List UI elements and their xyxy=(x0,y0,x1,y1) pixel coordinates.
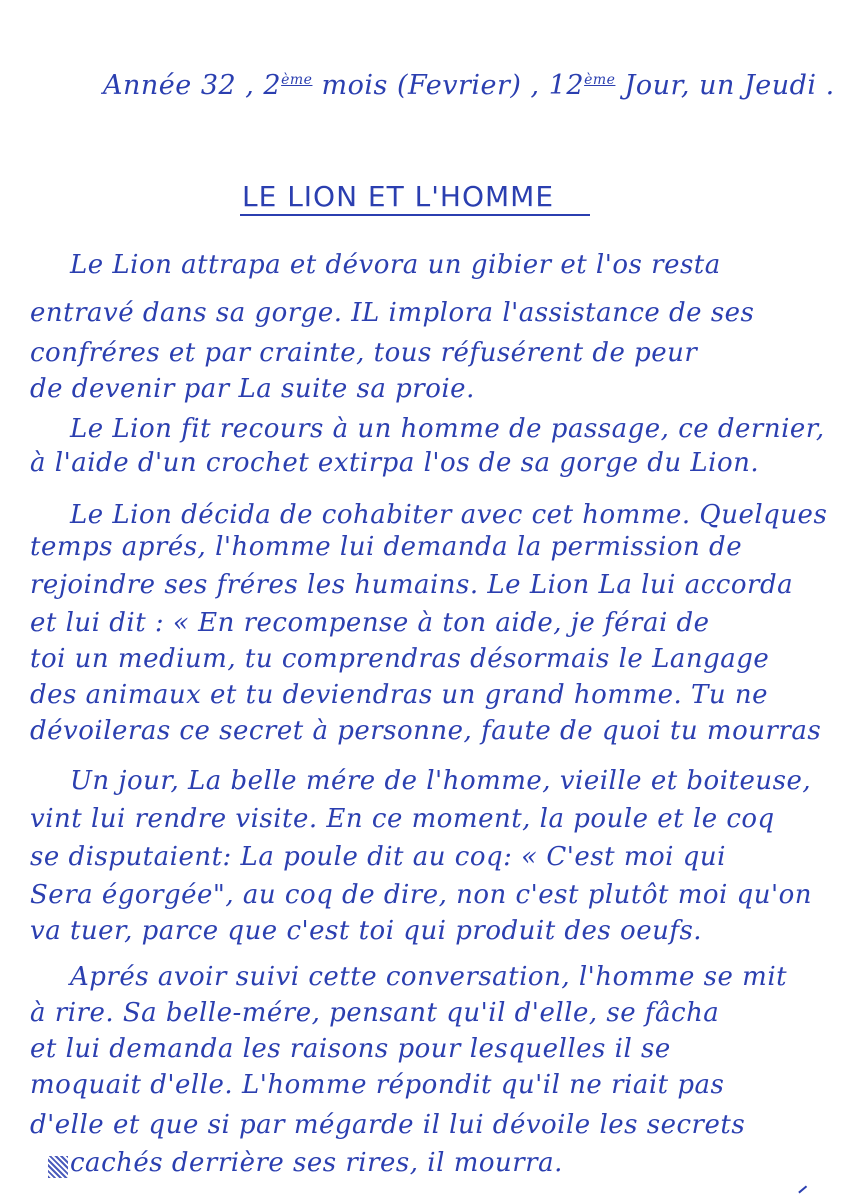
date-text-3: Jour, un Jeudi . xyxy=(615,70,835,101)
text-line: entravé dans sa gorge. IL implora l'assistance de ses xyxy=(30,298,755,328)
text-line: Le Lion décida de cohabiter avec cet homme. Quelques xyxy=(70,500,828,530)
text-line: temps aprés, l'homme lui demanda la permission de xyxy=(30,532,743,562)
text-line: Le Lion fit recours à un homme de passage, ce dernier, xyxy=(70,414,825,444)
date-text-2: mois (Fevrier) , 12 xyxy=(312,70,585,101)
text-line: moquait d'elle. L'homme répondit qu'il ne riait pas xyxy=(30,1070,725,1100)
text-line: de devenir par La suite sa proie. xyxy=(30,374,475,404)
text-line: Sera égorgée", au coq de dire, non c'est plutôt moi qu'on xyxy=(30,880,813,910)
text-line: vint lui rendre visite. En ce moment, la poule et le coq xyxy=(30,804,775,834)
story-title: LE LION ET L'HOMME xyxy=(242,180,555,213)
text-line: rejoindre ses fréres les humains. Le Lion La lui accorda xyxy=(30,570,794,600)
text-line: d'elle et que si par mégarde il lui dévoile les secrets xyxy=(30,1110,746,1140)
text-line: va tuer, parce que c'est toi qui produit des oeufs. xyxy=(30,916,703,946)
text-line: à rire. Sa belle-mére, pensant qu'il d'elle, se fâcha xyxy=(30,998,720,1028)
text-line: à l'aide d'un crochet extirpa l'os de sa gorge du Lion. xyxy=(30,448,760,478)
text-line: dévoileras ce secret à personne, faute de quoi tu mourras xyxy=(30,716,822,746)
date-ordinal-1: ème xyxy=(281,72,313,88)
text-line: Aprés avoir suivi cette conversation, l'homme se mit xyxy=(70,962,788,992)
text-line: Le Lion attrapa et dévora un gibier et l'os resta xyxy=(70,250,721,280)
text-line: se disputaient: La poule dit au coq: « C'est moi qui xyxy=(30,842,726,872)
text-line: Un jour, La belle mére de l'homme, vieille et boiteuse, xyxy=(70,766,812,796)
date-line xyxy=(103,70,835,101)
pen-stroke-mark xyxy=(798,1185,810,1196)
text-line: et lui demanda les raisons pour lesquelles il se xyxy=(30,1034,671,1064)
date-ordinal-2: ème xyxy=(584,72,616,88)
text-line: des animaux et tu deviendras un grand homme. Tu ne xyxy=(30,680,769,710)
title-underline xyxy=(240,214,590,216)
text-line: et lui dit : « En recompense à ton aide, je férai de xyxy=(30,608,710,638)
text-line: toi un medium, tu comprendras désormais le Langage xyxy=(30,644,770,674)
scribble-mark xyxy=(48,1156,68,1178)
text-line: confréres et par crainte, tous réfusérent de peur xyxy=(30,338,698,368)
text-line: cachés derrière ses rires, il mourra. xyxy=(70,1148,563,1178)
date-text-1: Année 32 , 2 xyxy=(103,70,282,101)
